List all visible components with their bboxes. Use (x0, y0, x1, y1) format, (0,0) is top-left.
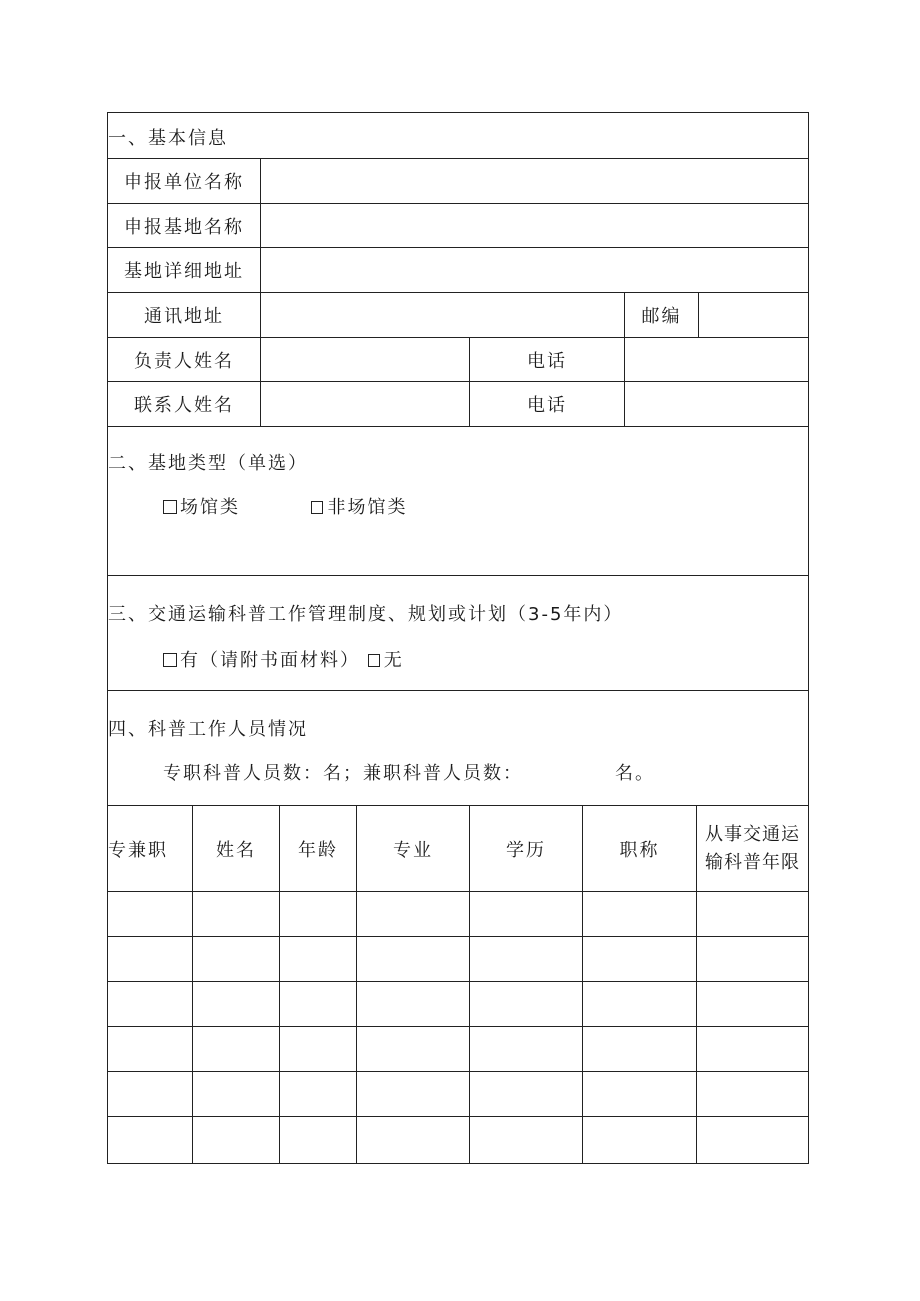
table-cell-years[interactable] (697, 892, 808, 936)
management-title: 三、交通运输科普工作管理制度、规划或计划（3-5年内） (108, 604, 624, 625)
staff-section (108, 691, 808, 806)
table-cell-age[interactable] (280, 892, 357, 936)
leader-name-input[interactable] (261, 338, 470, 381)
table-cell-title[interactable] (583, 892, 697, 936)
application-form (107, 112, 809, 1164)
col-header-years (697, 806, 808, 891)
mail-address-label: 通讯地址 (108, 293, 261, 337)
table-cell-type[interactable] (108, 1027, 193, 1071)
col-header-age: 年龄 (280, 806, 357, 891)
col-header-education: 学历 (470, 806, 583, 891)
table-row (108, 937, 808, 982)
table-cell-major[interactable] (357, 1072, 470, 1116)
table-cell-years[interactable] (697, 1117, 808, 1163)
base-type-options (163, 493, 407, 519)
table-cell-education[interactable] (470, 937, 583, 981)
contact-name-label: 联系人姓名 (108, 382, 261, 426)
base-name-row (108, 204, 808, 248)
table-cell-major[interactable] (357, 892, 470, 936)
table-cell-type[interactable] (108, 1117, 193, 1163)
table-cell-years[interactable] (697, 982, 808, 1026)
staff-count-unit: 名。 (615, 763, 655, 784)
leader-name-label: 负责人姓名 (108, 338, 261, 381)
col-header-years-line1: 从事交通运 (705, 823, 800, 845)
unit-name-input[interactable] (261, 159, 808, 203)
table-cell-years[interactable] (697, 1072, 808, 1116)
table-cell-title[interactable] (583, 1117, 697, 1163)
col-header-name: 姓名 (193, 806, 280, 891)
postcode-label: 邮编 (625, 293, 699, 337)
option-yes-label: 有（请附书面材料） (180, 650, 360, 671)
checkbox-icon (368, 654, 380, 667)
contact-phone-input[interactable] (625, 382, 808, 426)
staff-table-body (108, 892, 808, 1163)
contact-row (108, 382, 808, 427)
mail-address-input[interactable] (261, 293, 625, 337)
table-cell-age[interactable] (280, 1072, 357, 1116)
table-cell-age[interactable] (280, 937, 357, 981)
basic-info-title: 一、基本信息 (108, 128, 228, 149)
base-address-label: 基地详细地址 (108, 248, 261, 292)
option-venue[interactable] (163, 497, 240, 518)
base-type-title: 二、基地类型（单选） (108, 453, 308, 474)
table-row (108, 982, 808, 1027)
checkbox-icon (163, 653, 177, 667)
table-cell-type[interactable] (108, 892, 193, 936)
table-cell-years[interactable] (697, 1027, 808, 1071)
table-cell-type[interactable] (108, 937, 193, 981)
postcode-input[interactable] (699, 293, 808, 337)
table-row (108, 892, 808, 937)
contact-phone-label: 电话 (470, 382, 625, 426)
table-cell-age[interactable] (280, 1117, 357, 1163)
col-header-years-line2: 输科普年限 (705, 851, 800, 873)
checkbox-icon (311, 501, 323, 514)
base-name-input[interactable] (261, 204, 808, 247)
table-cell-major[interactable] (357, 937, 470, 981)
table-cell-type[interactable] (108, 1072, 193, 1116)
table-cell-name[interactable] (193, 892, 280, 936)
staff-title: 四、科普工作人员情况 (108, 719, 308, 740)
table-cell-major[interactable] (357, 1027, 470, 1071)
table-cell-type[interactable] (108, 982, 193, 1026)
table-row (108, 1117, 808, 1163)
unit-name-row (108, 159, 808, 204)
staff-table-header (108, 806, 808, 892)
table-cell-education[interactable] (470, 1072, 583, 1116)
col-header-type: 专兼职 (108, 806, 193, 891)
leader-phone-label: 电话 (470, 338, 625, 381)
option-venue-label: 场馆类 (180, 497, 240, 518)
option-non-venue[interactable] (311, 497, 407, 518)
option-no[interactable] (368, 650, 404, 671)
table-cell-education[interactable] (470, 892, 583, 936)
table-cell-title[interactable] (583, 1027, 697, 1071)
management-options (163, 646, 404, 672)
table-cell-name[interactable] (193, 1027, 280, 1071)
table-cell-education[interactable] (470, 1117, 583, 1163)
table-row (108, 1027, 808, 1072)
col-header-major: 专业 (357, 806, 470, 891)
table-cell-title[interactable] (583, 937, 697, 981)
base-type-section (108, 427, 808, 576)
option-non-venue-label: 非场馆类 (327, 497, 408, 518)
table-cell-title[interactable] (583, 1072, 697, 1116)
staff-count-line (163, 759, 655, 785)
leader-row (108, 338, 808, 382)
staff-count-label: 专职科普人员数：名；兼职科普人员数： (163, 763, 523, 784)
table-cell-name[interactable] (193, 1117, 280, 1163)
leader-phone-input[interactable] (625, 338, 808, 381)
table-cell-education[interactable] (470, 1027, 583, 1071)
table-row (108, 1072, 808, 1117)
contact-name-input[interactable] (261, 382, 470, 426)
basic-info-section (108, 113, 808, 159)
base-name-label: 申报基地名称 (108, 204, 261, 247)
option-yes[interactable] (163, 650, 360, 671)
table-cell-major[interactable] (357, 1117, 470, 1163)
table-cell-age[interactable] (280, 1027, 357, 1071)
management-section (108, 576, 808, 691)
checkbox-icon (163, 500, 177, 514)
table-cell-name[interactable] (193, 1072, 280, 1116)
unit-name-label: 申报单位名称 (108, 159, 261, 203)
mail-address-row (108, 293, 808, 338)
table-cell-major[interactable] (357, 982, 470, 1026)
table-cell-title[interactable] (583, 982, 697, 1026)
table-cell-years[interactable] (697, 937, 808, 981)
base-address-row (108, 248, 808, 293)
option-no-label: 无 (383, 650, 404, 671)
base-address-input[interactable] (261, 248, 808, 292)
table-cell-education[interactable] (470, 982, 583, 1026)
table-cell-name[interactable] (193, 982, 280, 1026)
table-cell-age[interactable] (280, 982, 357, 1026)
col-header-title: 职称 (583, 806, 697, 891)
table-cell-name[interactable] (193, 937, 280, 981)
